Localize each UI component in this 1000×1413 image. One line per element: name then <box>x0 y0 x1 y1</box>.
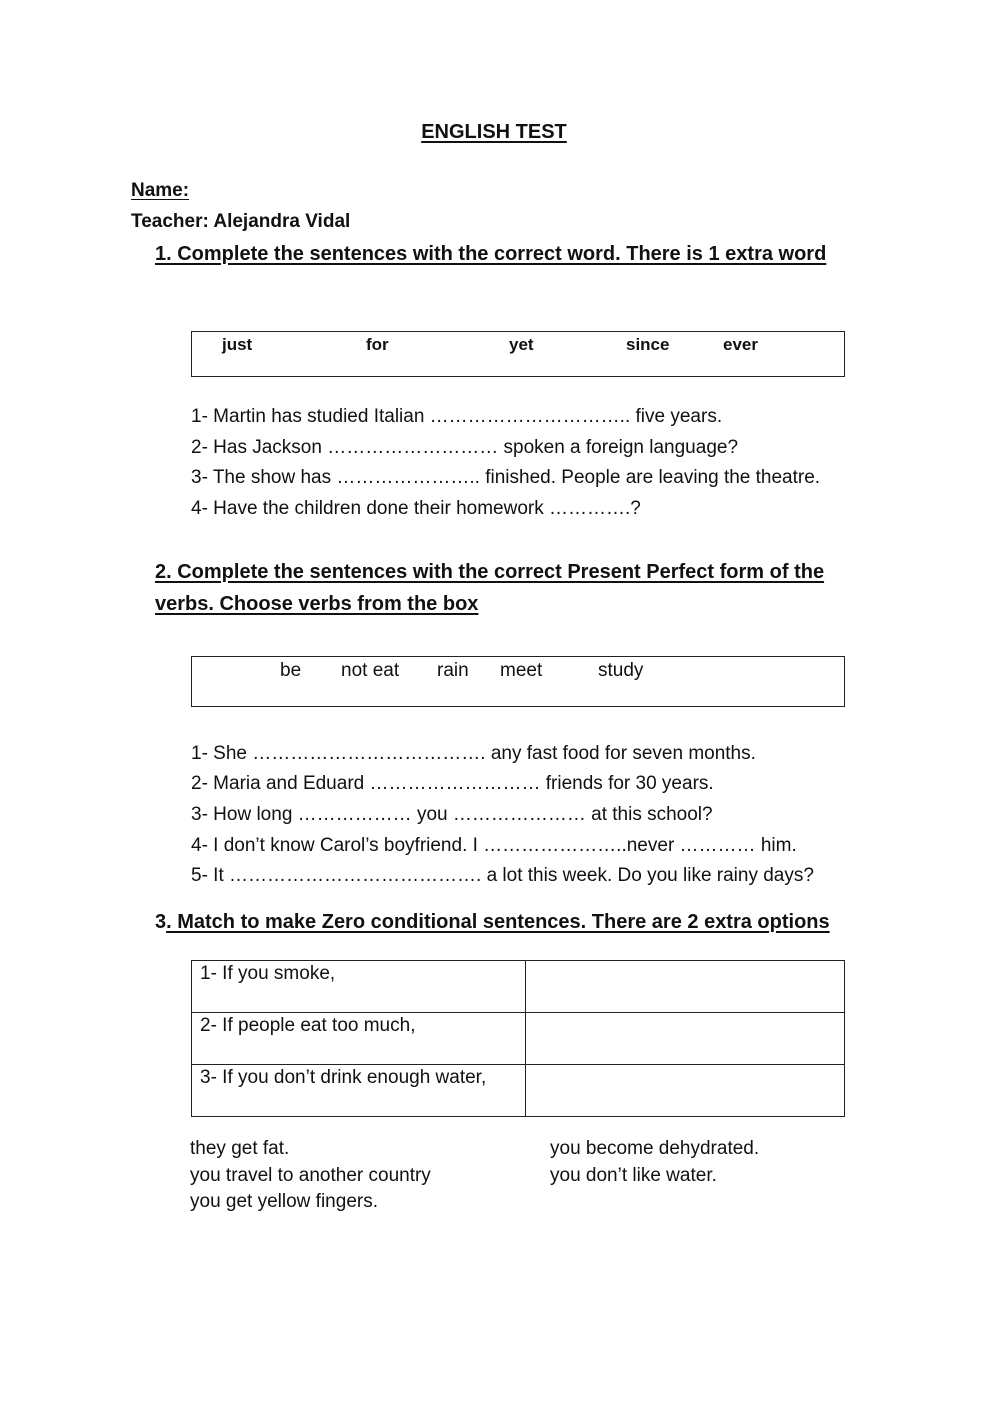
exercise-sentence: 4- Have the children done their homework ………….? <box>191 498 641 519</box>
exercise-sentence: 3- How long ……………… you ………………… at this school? <box>191 804 713 825</box>
section2-heading-text: 2. Complete the sentences with the correct Present Perfect form of the verbs. Choose verbs from the box <box>155 561 825 615</box>
name-label: Name: <box>131 180 190 201</box>
exercise-sentence: 3- The show has ………………….. finished. People are leaving the theatre. <box>191 467 821 488</box>
word-bank-item: yet <box>509 335 534 354</box>
verb-bank-item: meet <box>500 660 543 681</box>
condition-cell: 1- If you smoke, <box>192 961 526 1013</box>
table-row <box>192 1013 845 1065</box>
word-bank-item: for <box>366 335 389 354</box>
word-bank-item: ever <box>723 335 758 354</box>
word-bank-item: just <box>222 335 253 354</box>
match-table <box>191 960 845 1117</box>
section3-heading-number: 3 <box>155 911 167 933</box>
teacher-label: Teacher: Alejandra Vidal <box>131 211 351 232</box>
section1-heading <box>155 238 855 270</box>
match-option: you get yellow fingers. <box>190 1191 378 1212</box>
exercise-sentence: 1- Martin has studied Italian ………………………….. five years. <box>191 406 723 427</box>
exercise-sentence: 1- She ………………………………. any fast food for seven months. <box>191 743 756 764</box>
condition-cell: 2- If people eat too much, <box>192 1013 526 1065</box>
exercise-sentence: 5- It …………………………………. a lot this week. Do you like rainy days? <box>191 865 814 886</box>
word-bank-item: since <box>626 335 670 354</box>
match-option: you travel to another country <box>190 1165 431 1186</box>
match-option: you become dehydrated. <box>550 1138 760 1159</box>
answer-cell[interactable] <box>526 961 845 1013</box>
verb-bank-item: rain <box>437 660 469 681</box>
verb-bank-item: study <box>598 660 644 681</box>
match-option: you don’t like water. <box>550 1165 717 1186</box>
page-title: ENGLISH TEST <box>421 121 567 143</box>
table-row <box>192 1065 845 1117</box>
word-bank-box <box>191 331 845 377</box>
section3-heading <box>155 911 830 934</box>
match-option: they get fat. <box>190 1138 290 1159</box>
condition-cell: 3- If you don’t drink enough water, <box>192 1065 526 1117</box>
table-row <box>192 961 845 1013</box>
exercise-sentence: 4- I don’t know Carol’s boyfriend. I …………………..never ………… him. <box>191 835 797 856</box>
verb-bank-item: be <box>280 660 302 681</box>
verb-bank-box <box>191 656 845 707</box>
answer-cell[interactable] <box>526 1065 845 1117</box>
answer-cell[interactable] <box>526 1013 845 1065</box>
section1-heading-text: 1. Complete the sentences with the correct word. There is 1 extra word <box>155 243 827 265</box>
section3-heading-text: . Match to make Zero conditional sentences. There are 2 extra options <box>166 911 830 933</box>
exercise-sentence: 2- Has Jackson ……………………… spoken a foreign language? <box>191 437 739 458</box>
exercise-sentence: 2- Maria and Eduard ……………………… friends for 30 years. <box>191 773 714 794</box>
section2-heading <box>155 556 855 620</box>
verb-bank-item: not eat <box>341 660 400 681</box>
